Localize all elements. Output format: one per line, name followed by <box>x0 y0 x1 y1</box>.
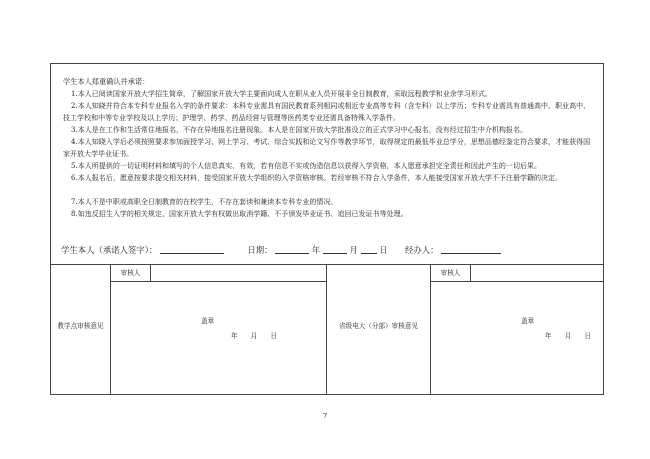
provincial-review <box>327 265 603 394</box>
provincial-label-cell <box>327 265 431 394</box>
pledge-item-1: 1.本人已阅读国家开放大学招生简章，了解国家开放大学主要面向成人在职从业人员开展非全日制教育，采取远程教学和业余学习形式。 <box>71 90 492 98</box>
provincial-reviewer-row <box>431 265 603 282</box>
year-field[interactable] <box>275 244 309 254</box>
provincial-stamp: 盖章 <box>521 317 535 325</box>
pledge-item-8: 8.如违反招生入学的相关规定，国家开放大学有权做出取消学籍、不予颁发毕业证书、追回已发证书等处理。 <box>71 210 408 218</box>
enrollment-pledge-form <box>50 63 604 395</box>
year-label: 年 <box>311 245 321 255</box>
teaching-center-review <box>51 265 327 394</box>
provincial-label: 省级电大（分部）审核意见 <box>338 322 419 330</box>
student-signature-label: 学生本人（承诺人签字）： <box>61 245 158 255</box>
pledge-item-4: 4.本人知晓入学后必须按照要求参加面授学习、网上学习、考试、综合实践和论文写作等教学环节，取得规定的最低毕业总学分，思想品德经鉴定符合要求，才能获得国家开放大学毕业证书。 <box>63 138 591 158</box>
pledge-item-5: 5.本人所提供的一切证明材料和填写的个人信息真实、有效，若有信息不实或伪造信息以获得入学资格，本人愿意承担完全责任和因此产生的一切后果。 <box>71 162 542 170</box>
pledge-heading: 学生本人郑重确认并承诺： <box>63 77 150 86</box>
pledge-section <box>51 64 603 265</box>
teaching-center-reviewer-label: 审核人 <box>111 265 151 281</box>
date-label: 日期： <box>247 245 273 255</box>
month-field[interactable] <box>323 244 347 254</box>
signature-line <box>61 244 501 256</box>
provincial-date: 年 月 日 <box>545 332 592 340</box>
teaching-center-stamp: 盖章 <box>201 317 215 325</box>
month-label: 月 <box>349 245 358 255</box>
handler-field[interactable] <box>441 244 501 254</box>
student-signature-field[interactable] <box>160 244 224 254</box>
teaching-center-label-cell <box>51 265 111 394</box>
pledge-item-3: 3.本人是在工作和生活常住地报名，不存在异地报名注册现象。本人是在国家开放大学批准设立的正式学习中心报名，没有经过招生中介机构报名。 <box>71 126 527 134</box>
teaching-center-reviewer-row <box>111 265 327 282</box>
pledge-item-2: 2.本人知晓并符合本专科专业报名入学的条件要求：本科专业需具有国民教育系列相同或相近专业高等专科（含专科）以上学历；专科专业需具有普通高中、职业高中、技工学校和中等专业学校及以上学历；护理学、药学、药品经营与管理等医药类专业还需具备特殊入学条件。 <box>63 102 591 122</box>
pledge-item-7: 7.本人不是中职或高职全日制教育的在校学生，不存在套读和兼读本专科专业的情况。 <box>71 198 338 206</box>
handler-label: 经办人： <box>404 245 439 255</box>
teaching-center-date: 年 月 日 <box>231 332 278 340</box>
day-field[interactable] <box>361 244 377 254</box>
pledge-item-6: 6.本人报名后，愿意按要求提交相关材料，接受国家开放大学组织的入学资格审核。若经审核不符合入学条件，本人能接受国家开放大学不予注册学籍的决定。 <box>71 174 563 182</box>
teaching-center-label: 教学点审核意见 <box>57 322 104 330</box>
page-number: 7 <box>322 412 328 420</box>
day-label: 日 <box>379 245 388 255</box>
provincial-reviewer-label: 审核人 <box>431 265 471 281</box>
